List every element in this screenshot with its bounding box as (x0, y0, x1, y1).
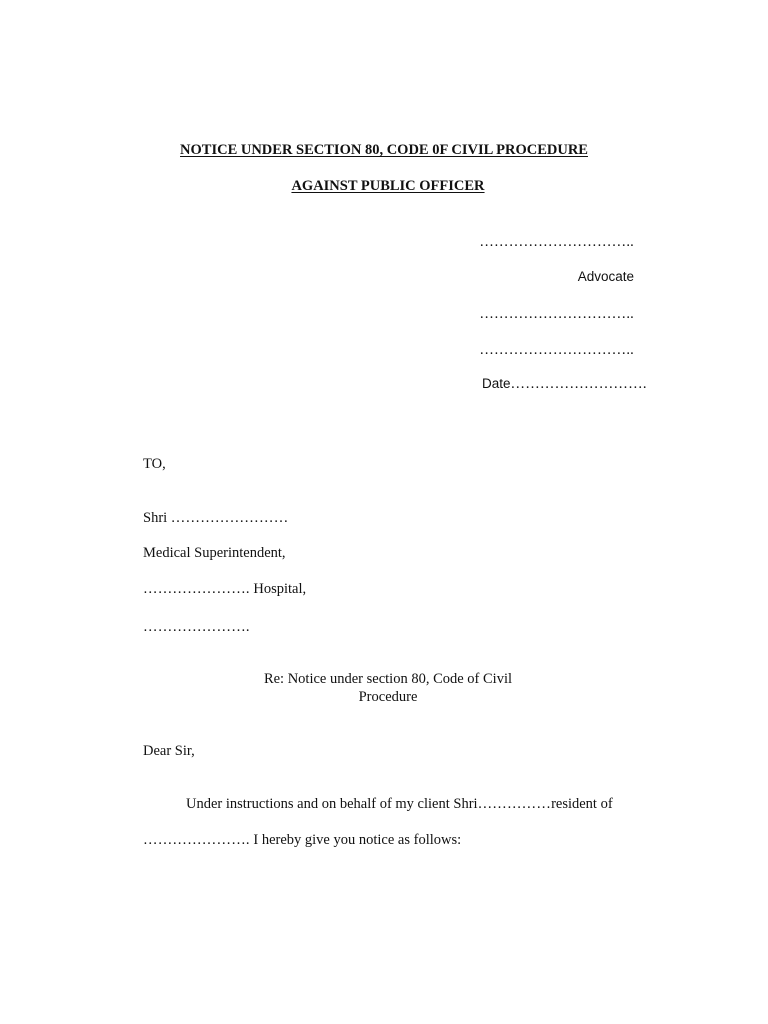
resident-of-text: resident of (551, 796, 613, 812)
to-label: TO, (143, 456, 166, 472)
recipient-shri-line (143, 509, 288, 527)
notice-subtitle: AGAINST PUBLIC OFFICER (291, 178, 485, 194)
date-blank: ………………………. (510, 376, 647, 392)
paragraph-end: I hereby give you notice as follows: (253, 832, 462, 848)
subject-line2: Procedure (358, 689, 418, 705)
shri-blank: …………………… (170, 510, 289, 526)
recipient-hospital-line (143, 580, 306, 598)
recipient-designation: Medical Superintendent, (143, 545, 286, 561)
hospital-blank: …………………. (143, 581, 250, 597)
sender-designation: Advocate (577, 269, 634, 284)
sender-address-line2: ………………………….. (479, 342, 634, 358)
paragraph-start: Under instructions and on behalf of my client Shri (186, 796, 478, 812)
subject-line1: Re: Notice under section 80, Code of Civil (263, 671, 513, 687)
date-label: Date (482, 376, 511, 391)
sender-name-blank: ………………………….. (479, 234, 634, 250)
residence-blank: …………………. (143, 832, 250, 848)
body-paragraph-line2 (143, 831, 461, 849)
salutation: Dear Sir, (143, 743, 195, 759)
notice-title: NOTICE UNDER SECTION 80, CODE 0F CIVIL PROCEDURE (180, 142, 588, 158)
body-paragraph-line1 (186, 795, 613, 813)
client-blank: …………… (477, 796, 552, 812)
date-line (482, 375, 647, 393)
shri-label: Shri (143, 510, 168, 526)
recipient-address-blank: …………………. (143, 619, 250, 635)
hospital-label: Hospital, (253, 581, 307, 597)
sender-address-line1: ………………………….. (479, 306, 634, 322)
